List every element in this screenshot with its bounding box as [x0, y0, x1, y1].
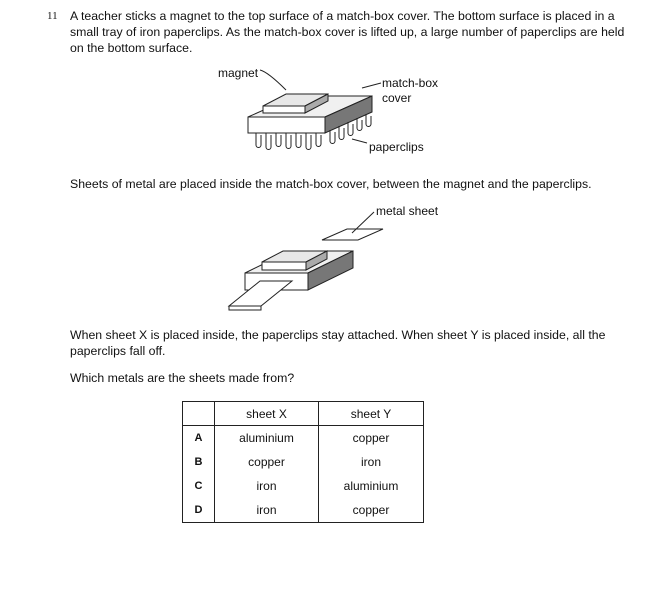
magnet-pointer — [260, 70, 286, 90]
table-row — [183, 498, 424, 523]
matchbox-front-face — [248, 117, 325, 133]
label-paperclips: paperclips — [369, 140, 424, 154]
paragraph-sheets: Sheets of metal are placed inside the match-box cover, between the magnet and the paperclips. — [70, 177, 592, 191]
prompt: Which metals are the sheets made from? — [70, 371, 295, 385]
table-row — [183, 450, 424, 474]
matchbox-pointer — [362, 83, 381, 88]
figure-metal-sheet — [229, 212, 383, 310]
label-magnet: magnet — [218, 66, 259, 80]
paperclips-front — [256, 133, 321, 150]
label-matchbox-2: cover — [382, 91, 412, 105]
cell-sheet-y: copper — [319, 426, 424, 451]
metal-sheet-back — [322, 229, 383, 240]
cell-sheet-x: iron — [215, 498, 319, 523]
label-matchbox-1: match-box — [382, 76, 439, 90]
option-letter: B — [183, 450, 215, 474]
option-letter: C — [183, 474, 215, 498]
table-row — [183, 474, 424, 498]
metal-sheet-front — [229, 281, 292, 306]
magnet-front — [263, 106, 305, 113]
cell-sheet-y: copper — [319, 498, 424, 523]
header-sheet-y: sheet Y — [319, 402, 424, 426]
question-text: A teacher sticks a magnet to the top surface of a match-box cover. The bottom surface is placed in a small tray of iron paperclips. As the match-box cover is lifted up, a large number of paperclips are held on the bottom surface. — [70, 9, 625, 55]
header-sheet-x: sheet X — [215, 402, 319, 426]
table-header-row — [183, 402, 424, 426]
paragraph-xy: When sheet X is placed inside, the paperclips stay attached. When sheet Y is placed inside, all the paperclips fall off. — [70, 328, 606, 358]
magnet2-front — [262, 262, 306, 270]
header-blank — [183, 402, 215, 426]
cell-sheet-x: iron — [215, 474, 319, 498]
cell-sheet-y: aluminium — [319, 474, 424, 498]
paperclips-pointer — [352, 139, 367, 143]
option-letter: A — [183, 426, 215, 451]
table-row — [183, 426, 424, 451]
question-number: 11 — [47, 10, 58, 22]
cell-sheet-x: copper — [215, 450, 319, 474]
cell-sheet-y: iron — [319, 450, 424, 474]
option-letter: D — [183, 498, 215, 523]
answer-table — [182, 401, 424, 523]
cell-sheet-x: aluminium — [215, 426, 319, 451]
label-metal-sheet: metal sheet — [376, 204, 439, 218]
